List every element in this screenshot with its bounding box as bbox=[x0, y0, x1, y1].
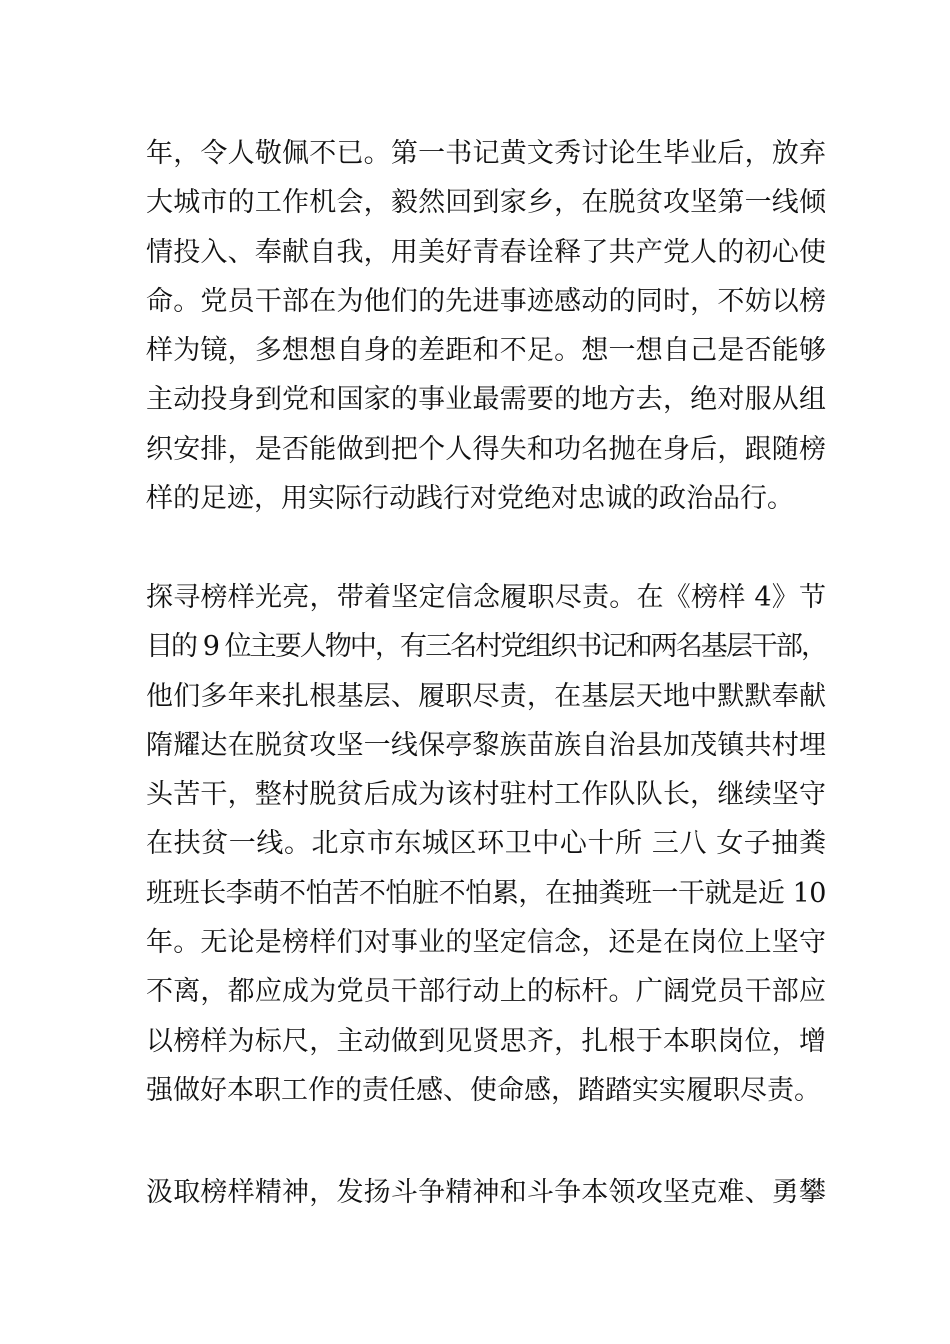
text-line: 他们多年来扎根基层、履职尽责，在基层天地中默默奉献 bbox=[146, 680, 826, 712]
text-line: 样为镜，多想想自身的差距和不足。想一想自己是否能够 bbox=[146, 335, 826, 367]
text-line: 在扶贫一线。北京市东城区环卫中心十所 三八 女子抽粪 bbox=[146, 828, 826, 860]
text-line: 以榜样为标尺，主动做到见贤思齐，扎根于本职岗位，增 bbox=[146, 1025, 826, 1057]
paragraph-3 bbox=[146, 1168, 826, 1217]
text-line: 强做好本职工作的责任感、使命感，踏踏实实履职尽责。 bbox=[146, 1074, 821, 1106]
text-line: 年。无论是榜样们对事业的坚定信念，还是在岗位上坚守 bbox=[146, 927, 826, 959]
text-line: 目的 9 位主要人物中，有三名村党组织书记和两名基层干部， bbox=[146, 631, 826, 663]
text-line: 班班长李萌不怕苦不怕脏不怕累，在抽粪班一干就是近 10 bbox=[146, 877, 826, 909]
paragraph-1 bbox=[146, 129, 826, 523]
text-line: 大城市的工作机会，毅然回到家乡，在脱贫攻坚第一线倾 bbox=[146, 187, 826, 219]
text-line: 命。党员干部在为他们的先进事迹感动的同时，不妨以榜 bbox=[146, 285, 826, 317]
paragraph-2 bbox=[146, 573, 826, 1115]
text-line: 主动投身到党和国家的事业最需要的地方去，绝对服从组 bbox=[146, 384, 826, 416]
text-line: 隋耀达在脱贫攻坚一线保亭黎族苗族自治县加茂镇共村埋 bbox=[146, 729, 826, 761]
text-line: 探寻榜样光亮，带着坚定信念履职尽责。在《榜样 4》节 bbox=[146, 582, 826, 613]
text-line: 年，令人敬佩不已。第一书记黄文秀讨论生毕业后，放弃 bbox=[146, 138, 826, 169]
text-line: 不离，都应成为党员干部行动上的标杆。广阔党员干部应 bbox=[146, 976, 826, 1008]
text-line: 头苦干，整村脱贫后成为该村驻村工作队队长，继续坚守 bbox=[146, 779, 826, 811]
text-line: 情投入、奉献自我，用美好青春诠释了共产党人的初心使 bbox=[146, 236, 826, 268]
text-line: 汲取榜样精神，发扬斗争精神和斗争本领攻坚克难、勇攀 bbox=[146, 1177, 826, 1208]
text-line: 织安排，是否能做到把个人得失和功名抛在身后，跟随榜 bbox=[146, 433, 826, 465]
text-line: 样的足迹，用实际行动践行对党绝对忠诚的政治品行。 bbox=[146, 483, 794, 515]
